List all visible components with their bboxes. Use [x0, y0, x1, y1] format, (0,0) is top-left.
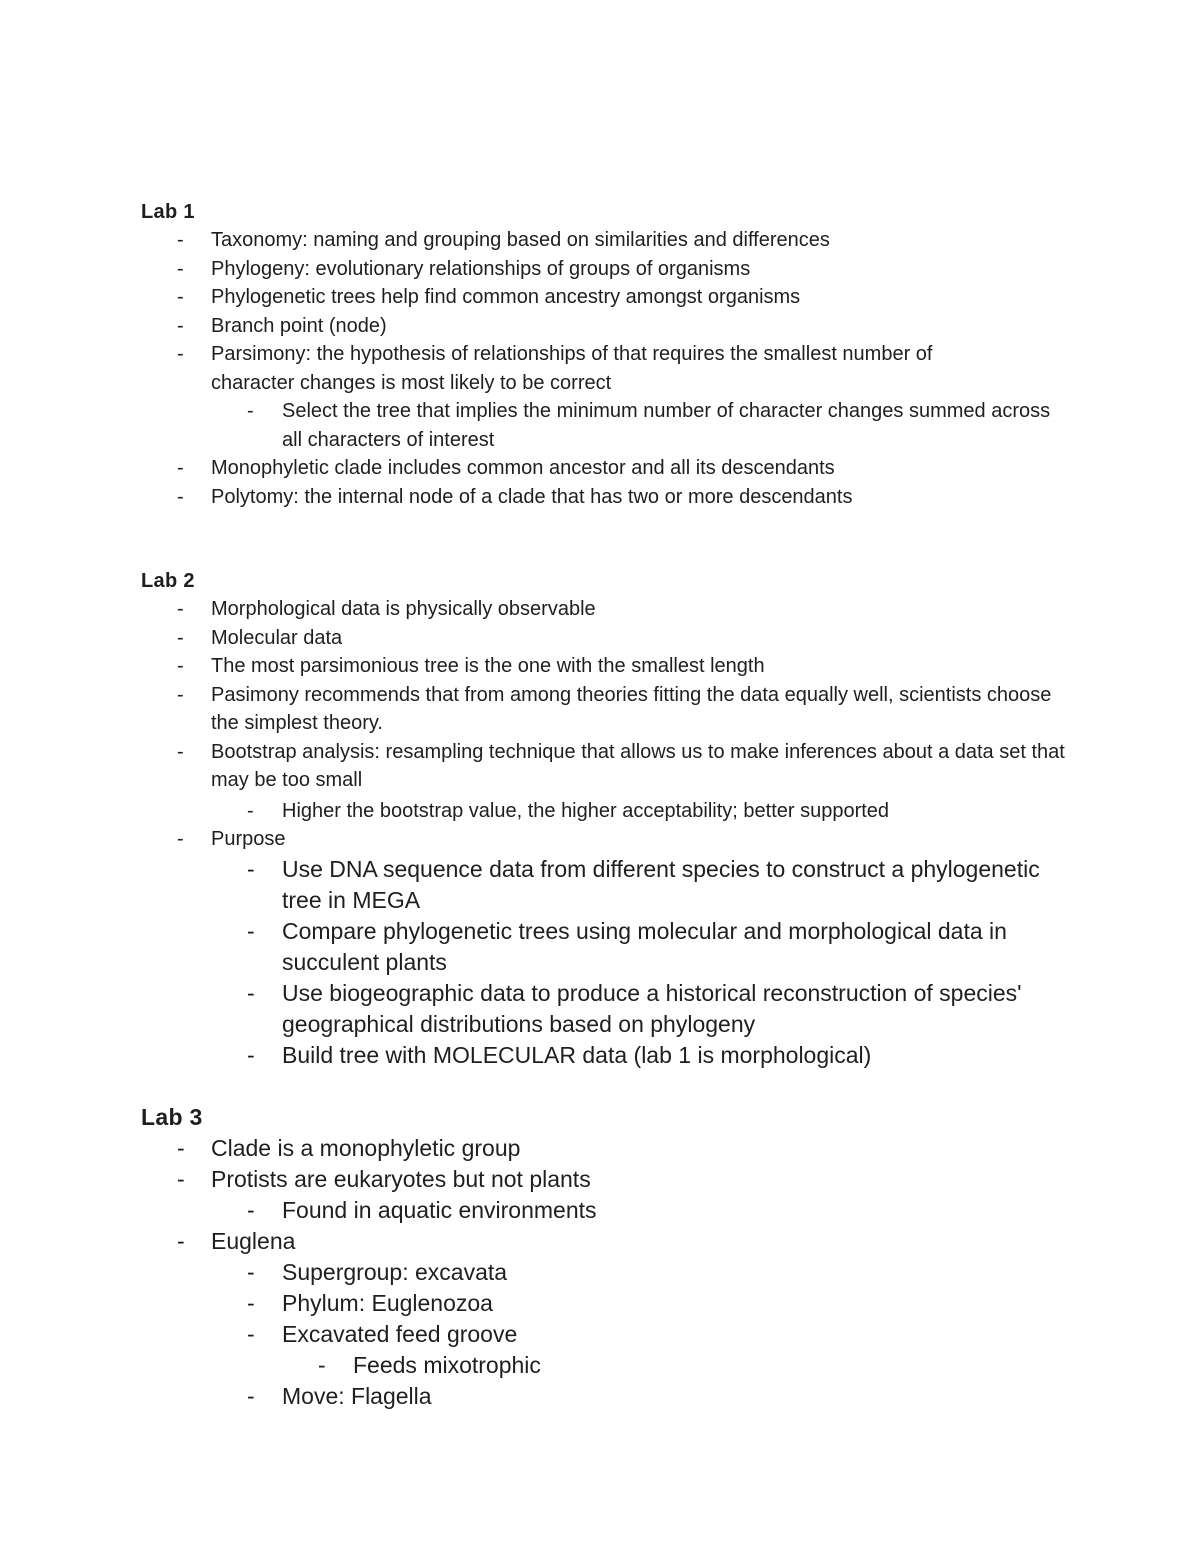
lab1-heading: Lab 1	[141, 201, 195, 223]
list-item	[141, 825, 1081, 1071]
bullet-dash: -	[177, 485, 184, 508]
list-item-text: Taxonomy: naming and grouping based on similarities and differences	[211, 229, 830, 251]
bullet-dash: -	[247, 979, 255, 1006]
list-item-text: Purpose	[211, 828, 286, 850]
bullet-dash: -	[177, 1135, 185, 1161]
list-item	[141, 283, 1081, 312]
bullet-dash: -	[318, 1352, 326, 1378]
list-item-text: Bootstrap analysis: resampling technique that allows us to make inferences about a data set that may be too small	[211, 740, 1065, 791]
list-item	[141, 226, 1081, 255]
list-item	[141, 681, 1081, 738]
list-item-text: Polytomy: the internal node of a clade that has two or more descendants	[211, 485, 853, 508]
list-item-text: Protists are eukaryotes but not plants	[211, 1166, 591, 1192]
lab3-section	[141, 1102, 1081, 1412]
list-item-text: Found in aquatic environments	[282, 1197, 597, 1223]
list-item-text: Use DNA sequence data from different species to construct a phylogenetic tree in MEGA	[282, 855, 1040, 913]
list-item	[211, 978, 1081, 1040]
bullet-dash: -	[177, 626, 184, 649]
nested-list	[211, 854, 1081, 1071]
list-item-text: Clade is a monophyletic group	[211, 1135, 521, 1161]
nested-list	[282, 1350, 1081, 1381]
list-item	[211, 1195, 1081, 1226]
nested-list	[211, 397, 1081, 454]
list-item	[141, 595, 1081, 624]
bullet-dash: -	[247, 799, 254, 822]
lab3-list	[141, 1133, 1081, 1412]
list-item-text: Build tree with MOLECULAR data (lab 1 is morphological)	[282, 1041, 872, 1068]
bullet-dash: -	[177, 286, 184, 308]
list-item	[211, 1381, 1081, 1412]
list-item-text: Phylogenetic trees help find common ancestry amongst organisms	[211, 286, 801, 308]
lab2-list	[141, 595, 1081, 1071]
bullet-dash: -	[177, 257, 184, 280]
list-item	[211, 797, 1081, 826]
list-item-text: Select the tree that implies the minimum number of character changes summed across all characters of interest	[282, 400, 1051, 451]
list-item-text: Branch point (node)	[211, 314, 387, 337]
list-item	[211, 1288, 1081, 1319]
bullet-dash: -	[177, 740, 184, 763]
list-item	[141, 1226, 1081, 1412]
list-item-text: Morphological data is physically observable	[211, 598, 596, 620]
bullet-dash: -	[247, 400, 254, 422]
list-item	[141, 483, 1081, 512]
list-item-text: Excavated feed groove	[282, 1321, 518, 1347]
list-item-text: Parsimony: the hypothesis of relationships of that requires the smallest number of character changes is most likely to be correct	[211, 343, 933, 394]
list-item-text: Feeds mixotrophic	[353, 1352, 541, 1378]
lab1-list	[141, 226, 1081, 511]
list-item	[282, 1350, 1081, 1381]
list-item	[141, 624, 1081, 653]
list-item	[211, 854, 1081, 916]
lab3-heading: Lab 3	[141, 1104, 203, 1130]
bullet-dash: -	[177, 655, 184, 677]
list-item	[141, 652, 1081, 681]
bullet-dash: -	[247, 1383, 255, 1409]
list-item	[141, 255, 1081, 284]
list-item	[141, 738, 1081, 826]
list-item	[211, 916, 1081, 978]
nested-list	[211, 1257, 1081, 1412]
lab2-section	[141, 567, 1081, 1071]
bullet-dash: -	[177, 457, 184, 479]
bullet-dash: -	[177, 343, 184, 365]
bullet-dash: -	[177, 828, 184, 850]
bullet-dash: -	[247, 1290, 255, 1316]
nested-list	[211, 797, 1081, 826]
bullet-dash: -	[247, 917, 255, 944]
list-item	[211, 1257, 1081, 1288]
bullet-dash: -	[247, 1041, 255, 1068]
list-item	[211, 1319, 1081, 1381]
list-item-text: Higher the bootstrap value, the higher acceptability; better supported	[282, 799, 890, 822]
list-item-text: Phylum: Euglenozoa	[282, 1290, 493, 1316]
bullet-dash: -	[247, 1259, 255, 1285]
list-item-text: Use biogeographic data to produce a historical reconstruction of species' geographical distributions based on phylogeny	[282, 979, 1022, 1037]
list-item-text: Monophyletic clade includes common ancestor and all its descendants	[211, 457, 835, 479]
bullet-dash: -	[177, 598, 184, 620]
list-item-text: The most parsimonious tree is the one with the smallest length	[211, 655, 765, 677]
list-item-text: Phylogeny: evolutionary relationships of groups of organisms	[211, 257, 751, 280]
list-item	[141, 340, 1081, 454]
list-item-text: Molecular data	[211, 626, 343, 649]
list-item-text: Move: Flagella	[282, 1383, 432, 1409]
bullet-dash: -	[247, 1321, 255, 1347]
lab2-heading: Lab 2	[141, 570, 195, 592]
list-item	[141, 1164, 1081, 1226]
bullet-dash: -	[177, 1166, 185, 1192]
list-item	[211, 1040, 1081, 1071]
bullet-dash: -	[177, 314, 184, 337]
list-item-text: Supergroup: excavata	[282, 1259, 508, 1285]
list-item-text: Compare phylogenetic trees using molecular and morphological data in succulent plants	[282, 917, 1007, 975]
lab1-section	[141, 198, 1081, 511]
list-item-text: Pasimony recommends that from among theories fitting the data equally well, scientists choose the simplest theory.	[211, 683, 1052, 734]
nested-list	[211, 1195, 1081, 1226]
list-item	[211, 397, 1081, 454]
bullet-dash: -	[247, 1197, 255, 1223]
bullet-dash: -	[177, 683, 184, 706]
bullet-dash: -	[177, 229, 184, 251]
list-item-text: Euglena	[211, 1228, 296, 1254]
list-item	[141, 1133, 1081, 1164]
list-item	[141, 312, 1081, 341]
bullet-dash: -	[177, 1228, 185, 1254]
bullet-dash: -	[247, 855, 255, 882]
list-item	[141, 454, 1081, 483]
